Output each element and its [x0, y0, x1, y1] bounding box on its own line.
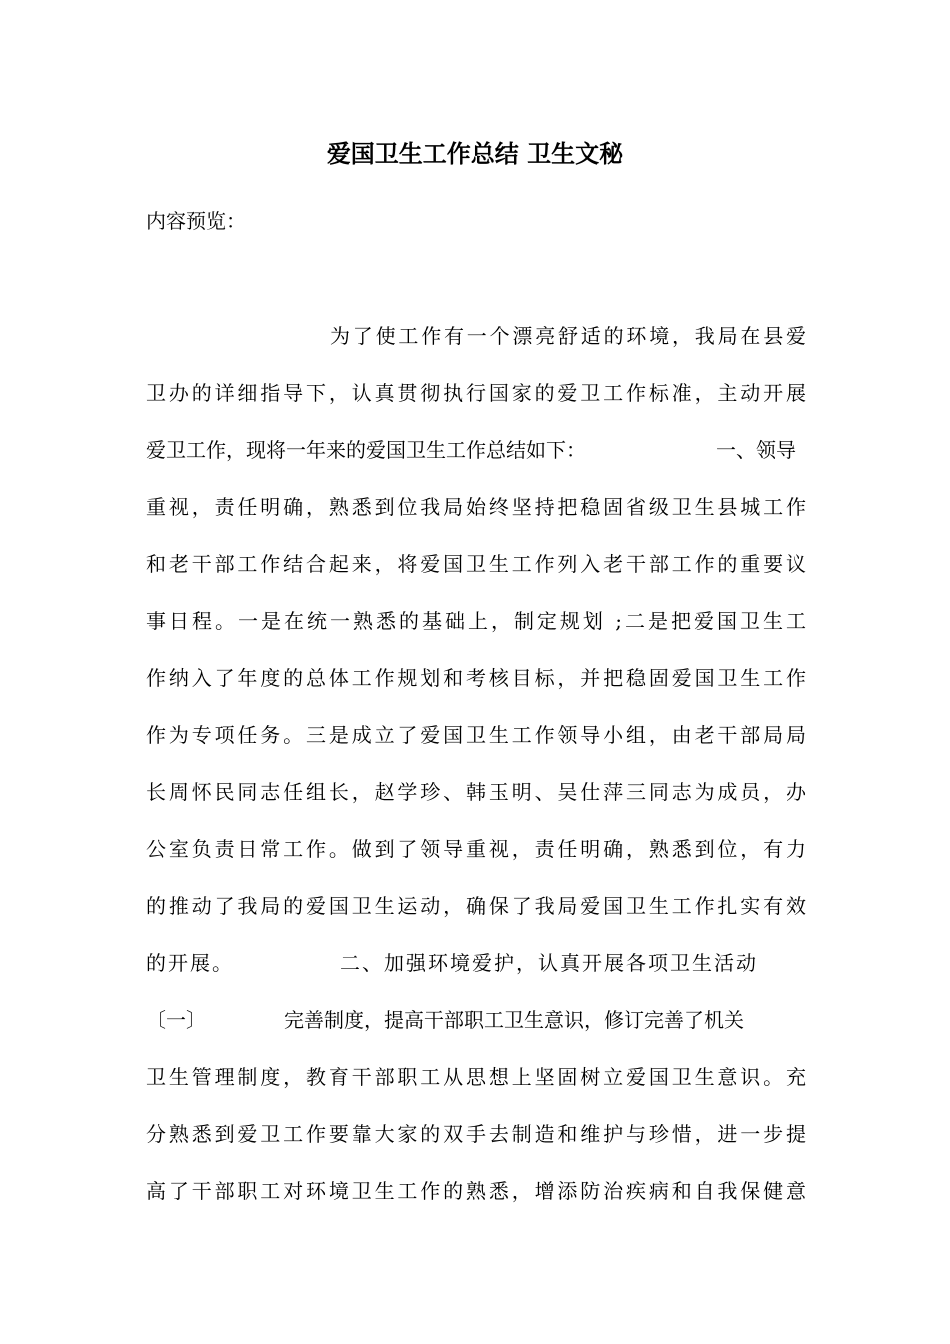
- paragraph-line: 公室负责日常工作。做到了领导重视，责任明确，熟悉到位，有力: [146, 837, 806, 861]
- paragraph-line: 卫生管理制度，教育干部职工从思想上坚固树立爱国卫生意识。充: [146, 1065, 806, 1089]
- paragraph-line: 爱卫工作，现将一年来的爱国卫生工作总结如下：: [146, 438, 586, 462]
- paragraph-line: 的开展。: [146, 951, 234, 975]
- paragraph-line: 作为专项任务。三是成立了爱国卫生工作领导小组，由老干部局局: [146, 723, 806, 747]
- preview-label: 内容预览：: [146, 209, 246, 233]
- paragraph-line: 卫办的详细指导下，认真贯彻执行国家的爱卫工作标准，主动开展: [146, 381, 806, 405]
- paragraph-line: 作纳入了年度的总体工作规划和考核目标，并把稳固爱国卫生工作: [146, 666, 806, 690]
- subsection-number: 〔一〕: [146, 1008, 206, 1032]
- paragraph-line: 的推动了我局的爱国卫生运动，确保了我局爱国卫生工作扎实有效: [146, 894, 806, 918]
- paragraph-line: 长周怀民同志任组长，赵学珍、韩玉明、吴仕萍三同志为成员，办: [146, 780, 806, 804]
- paragraph-line: 重视，责任明确，熟悉到位我局始终坚持把稳固省级卫生县城工作: [146, 495, 806, 519]
- paragraph-line: 完善制度，提高干部职工卫生意识，修订完善了机关: [284, 1008, 744, 1032]
- paragraph-line: 分熟悉到爱卫工作要靠大家的双手去制造和维护与珍惜，进一步提: [146, 1122, 806, 1146]
- paragraph-line: 为了使工作有一个漂亮舒适的环境，我局在县爱: [330, 324, 806, 348]
- document-title: 爱国卫生工作总结 卫生文秘: [326, 139, 624, 168]
- section-heading-2: 二、加强环境爱护，认真开展各项卫生活动: [340, 951, 758, 975]
- paragraph-line: 和老干部工作结合起来，将爱国卫生工作列入老干部工作的重要议: [146, 552, 806, 576]
- section-heading-1: 一、领导: [716, 438, 796, 462]
- paragraph-line: 事日程。一是在统一熟悉的基础上，制定规划 ;二是把爱国卫生工: [146, 609, 806, 633]
- paragraph-line: 高了干部职工对环境卫生工作的熟悉，增添防治疾病和自我保健意: [146, 1179, 806, 1203]
